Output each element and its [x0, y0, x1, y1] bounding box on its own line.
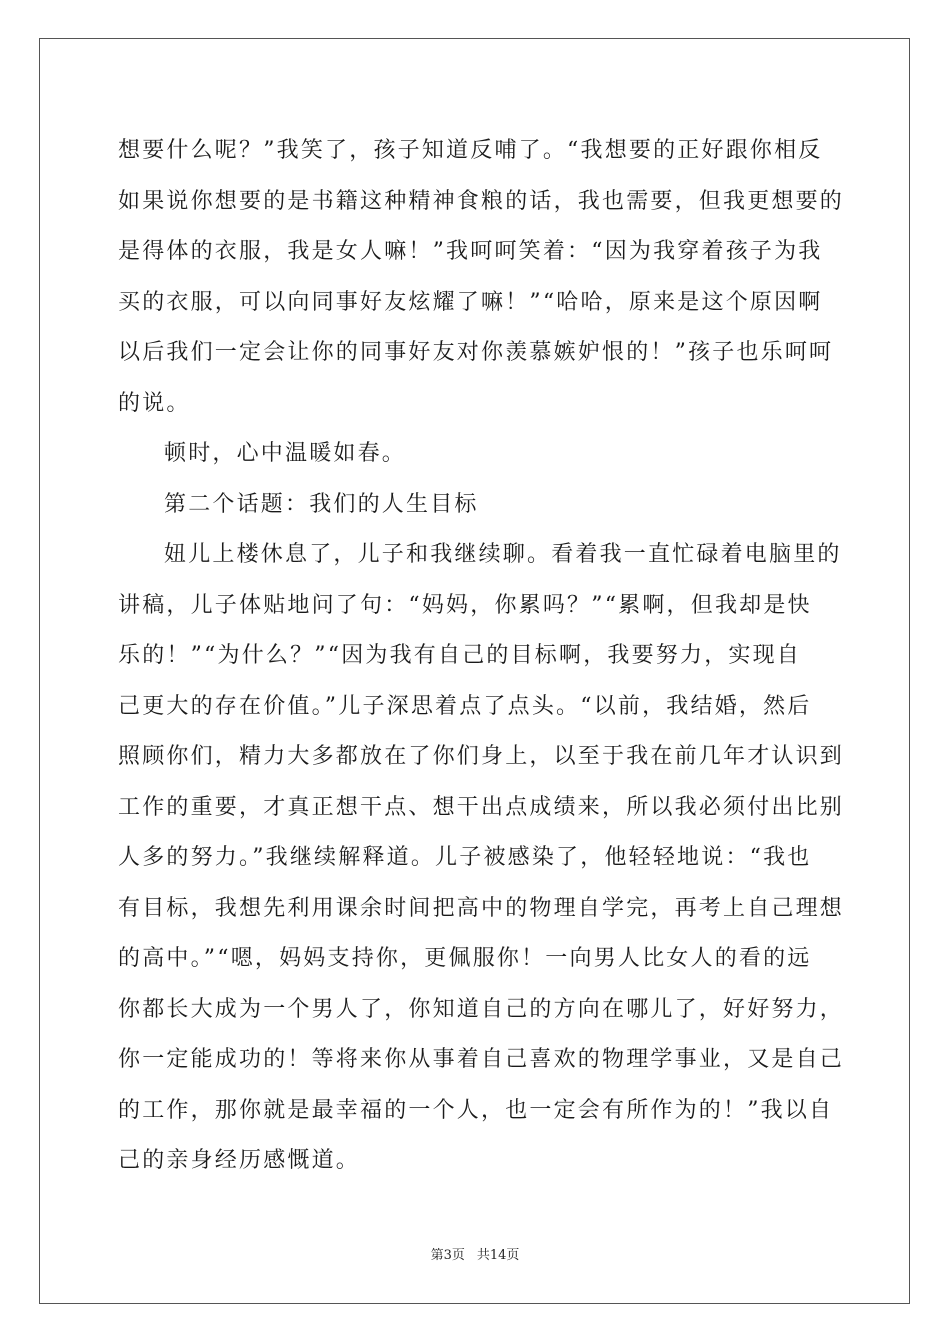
- text-line: 以后我们一定会让你的同事好友对你羡慕嫉妒恨的！”孩子也乐呵呵: [118, 340, 834, 365]
- text-line: 第二个话题：我们的人生目标: [164, 491, 479, 517]
- page-total: 共14页: [476, 1248, 520, 1263]
- document-body: [118, 126, 845, 1187]
- text-line: 讲稿，儿子体贴地问了句：“妈妈，你累吗？”“累啊，但我却是快: [118, 592, 812, 618]
- text-line: 照顾你们，精力大多都放在了你们身上，以至于我在前几年才认识到: [118, 744, 845, 769]
- text-line: 己更大的存在价值。”儿子深思着点了点头。“以前，我结婚，然后: [118, 693, 812, 719]
- text-line: 人多的努力。”我继续解释道。儿子被感染了，他轻轻地说：“我也: [118, 845, 812, 870]
- page-footer: [0, 1244, 950, 1263]
- text-line: 工作的重要，才真正想干点、想干出点成绩来，所以我必须付出比别: [118, 794, 845, 820]
- text-line: 己的亲身经历感慨道。: [118, 1148, 361, 1173]
- text-line: 想要什么呢？”我笑了，孩子知道反哺了。“我想要的正好跟你相反: [118, 138, 823, 163]
- text-line: 妞儿上楼休息了，儿子和我继续聊。看着我一直忙碌着电脑里的: [164, 542, 842, 567]
- page-number: 第3页: [430, 1248, 465, 1263]
- text-line: 的说。: [118, 390, 191, 416]
- text-line: 顿时，心中温暖如春。: [164, 441, 407, 466]
- text-line: 的高中。”“嗯，妈妈支持你，更佩服你！一向男人比女人的看的远: [118, 946, 812, 971]
- text-line: 乐的！”“为什么？”“因为我有自己的目标啊，我要努力，实现自: [118, 643, 801, 668]
- text-line: 如果说你想要的是书籍这种精神食粮的话，我也需要，但我更想要的: [118, 188, 845, 214]
- text-line: 的工作，那你就是最幸福的一个人，也一定会有所作为的！”我以自: [118, 1097, 834, 1123]
- text-line: 你一定能成功的！等将来你从事着自己喜欢的物理学事业，又是自己: [118, 1047, 845, 1072]
- text-line: 是得体的衣服，我是女人嘛！”我呵呵笑着：“因为我穿着孩子为我: [118, 239, 823, 264]
- text-line: 有目标，我想先利用课余时间把高中的物理自学完，再考上自己理想: [118, 895, 845, 921]
- text-line: 你都长大成为一个男人了，你知道自己的方向在哪儿了，好好努力，: [118, 996, 845, 1022]
- text-line: 买的衣服，可以向同事好友炫耀了嘛！”“哈哈，原来是这个原因啊: [118, 289, 823, 315]
